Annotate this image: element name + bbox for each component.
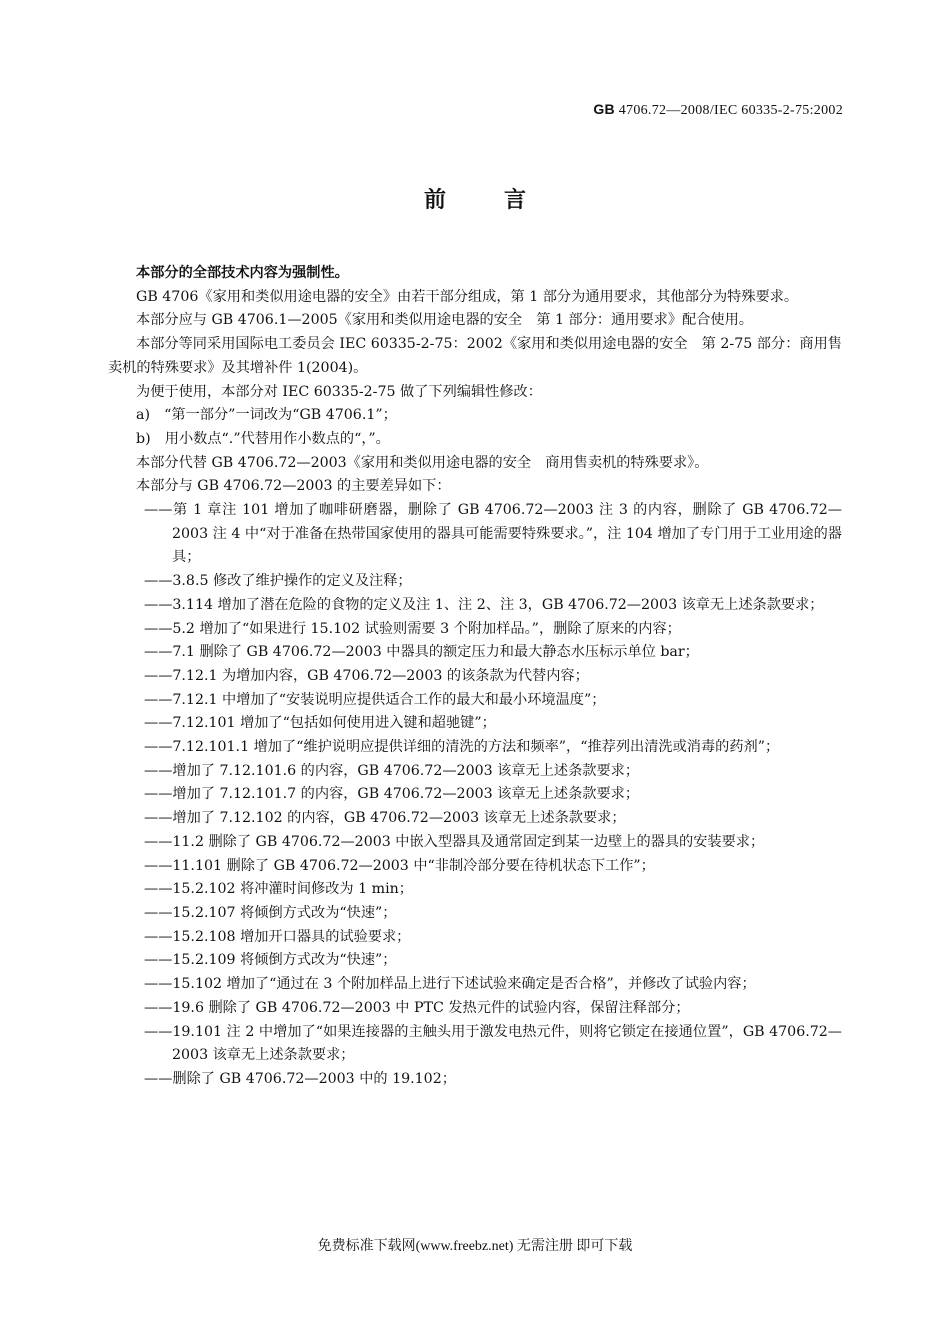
paragraph-usage: 本部分应与 GB 4706.1—2005《家用和类似用途电器的安全 第 1 部分：通用要求》配合使用。 [136,312,753,329]
change-item: ——增加了 7.12.102 的内容，GB 4706.72—2003 该章无上述条款要求； [144,810,626,827]
change-item: ——11.2 删除了 GB 4706.72—2003 中嵌入型器具及通常固定到某一边壁上的器具的安装要求； [144,833,765,850]
change-item: ——增加了 7.12.101.7 的内容，GB 4706.72—2003 该章无上述条款要求； [144,786,640,803]
change-item: ——增加了 7.12.101.6 的内容，GB 4706.72—2003 该章无上述条款要求； [144,762,640,779]
document-body [108,262,842,1092]
change-item: ——11.101 删除了 GB 4706.72—2003 中“非制冷部分要在待机状态下工作”； [144,857,655,874]
edit-item: a) “第一部分”一词改为“GB 4706.1”； [136,407,397,424]
change-item: ——7.12.101.1 增加了“维护说明应提供详细的清洗的方法和频率”，“推荐列出清洗或消毒的药剂”； [144,739,780,756]
change-item: ——5.2 增加了“如果进行 15.102 试验则需要 3 个附加样品。”，删除了原来的内容； [144,620,681,637]
change-item: ——15.2.109 将倾倒方式改为“快速”； [144,952,397,969]
download-site-footer: 免费标准下载网(www.freebz.net) 无需注册 即可下载 [317,1239,633,1254]
standard-prefix: GB [593,101,615,117]
page-title: 前言 [423,188,584,213]
change-item: ——19.101 注 2 中增加了“如果连接器的主触头用于激发电热元件，则将它锁定在接通位置”，GB 4706.72—2003 该章无上述条款要求； [144,1023,842,1064]
paragraph-structure: GB 4706《家用和类似用途电器的安全》由若干部分组成，第 1 部分为通用要求，其他部分为特殊要求。 [136,288,799,305]
change-item: ——19.6 删除了 GB 4706.72—2003 中 PTC 发热元件的试验内容，保留注释部分； [144,999,690,1016]
change-item: ——7.12.1 中增加了“安装说明应提供适合工作的最大和最小环境温度”； [144,691,606,708]
standard-code: 4706.72—2008/IEC 60335-2-75:2002 [618,103,843,118]
change-item: ——15.2.108 增加开口器具的试验要求； [144,928,411,945]
change-item: ——3.8.5 修改了维护操作的定义及注释； [144,573,412,590]
paragraph-edits-intro: 为便于使用，本部分对 IEC 60335-2-75 做了下列编辑性修改： [136,383,542,400]
change-item: ——第 1 章注 101 增加了咖啡研磨器，删除了 GB 4706.72—2003 注 3 的内容，删除了 GB 4706.72—2003 注 4 中“对于准备在热带国家使用的器具可能需要特殊要求。”，注 104 增加了专门用于工业用途的器具； [144,502,842,566]
edit-item: b) 用小数点“.”代替用作小数点的“，”。 [136,430,390,447]
paragraph-adoption: 本部分等同采用国际电工委员会 IEC 60335-2-75：2002《家用和类似用途电器的安全 第 2-75 部分：商用售卖机的特殊要求》及其增补件 1(2004)。 [108,336,842,376]
document-header [593,101,843,119]
paragraph-differences-intro: 本部分与 GB 4706.72—2003 的主要差异如下： [136,478,451,495]
change-item: ——3.114 增加了潜在危险的食物的定义及注 1、注 2、注 3，GB 4706.72—2003 该章无上述条款要求； [144,596,824,613]
change-item: ——7.12.1 为增加内容，GB 4706.72—2003 的该条款为代替内容； [144,667,589,684]
change-item: ——15.102 增加了“通过在 3 个附加样品上进行下述试验来确定是否合格”，并修改了试验内容； [144,976,756,993]
change-item: ——15.2.107 将倾倒方式改为“快速”； [144,904,397,921]
change-item: ——7.1 删除了 GB 4706.72—2003 中器具的额定压力和最大静态水压标示单位 bar； [144,644,699,661]
mandatory-statement: 本部分的全部技术内容为强制性。 [136,265,349,281]
paragraph-replaces: 本部分代替 GB 4706.72—2003《家用和类似用途电器的安全 商用售卖机的特殊要求》。 [136,454,709,471]
change-item: ——7.12.101 增加了“包括如何使用进入键和超驰键”； [144,715,496,732]
change-item: ——15.2.102 将冲灌时间修改为 1 min； [144,881,413,898]
change-item: ——删除了 GB 4706.72—2003 中的 19.102； [144,1070,456,1087]
